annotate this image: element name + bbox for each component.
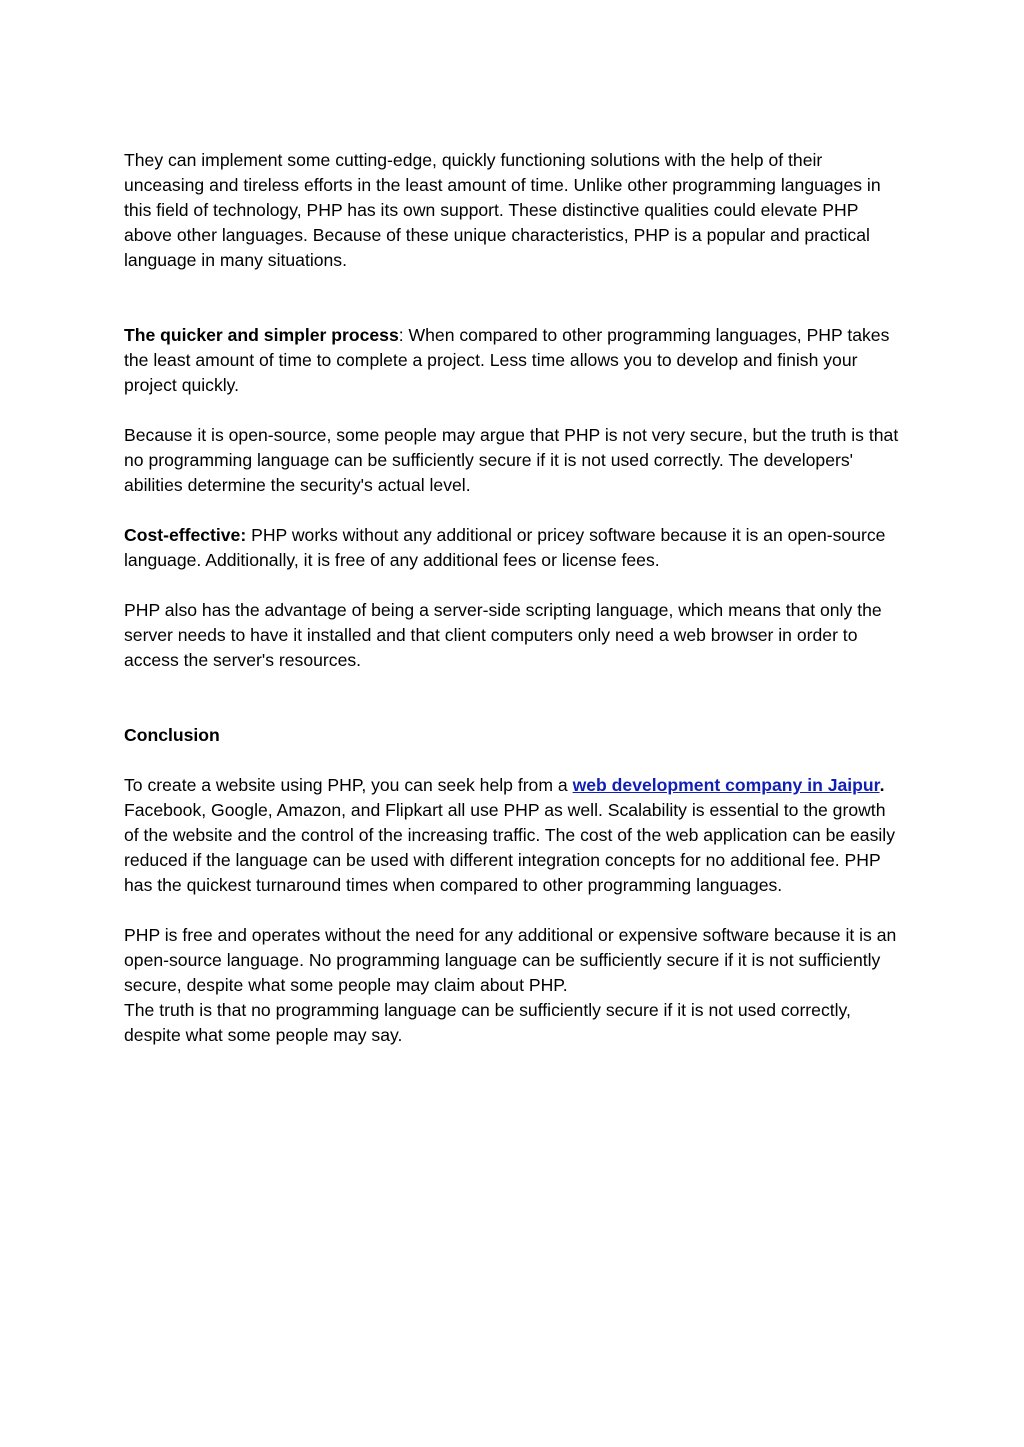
quicker-text: : When compared to other programming languages, PHP takes the least amount of time to complete a project. Less time allows you to develop and finish your project quickly.: [124, 325, 890, 395]
server-text: PHP also has the advantage of being a server-side scripting language, which means that only the server needs to have it installed and that client computers only need a web browser in order to access the server's resources.: [124, 600, 882, 670]
security-text: Because it is open-source, some people may argue that PHP is not very secure, but the truth is that no programming language can be sufficiently secure if it is not used correctly. The developers' abilities determine the security's actual level.: [124, 425, 899, 495]
conclusion-pre-text: To create a website using PHP, you can seek help from a: [124, 775, 573, 795]
security-paragraph: [124, 423, 904, 498]
free-paragraph: [124, 923, 904, 998]
intro-paragraph: [124, 148, 904, 273]
free-text: PHP is free and operates without the need for any additional or expensive software because it is an open-source language. No programming language can be sufficiently secure if it is not sufficiently secure, despite what some people may claim about PHP.: [124, 925, 897, 995]
conclusion-heading: Conclusion: [124, 725, 220, 745]
intro-text: They can implement some cutting-edge, quickly functioning solutions with the help of their unceasing and tireless efforts in the least amount of time. Unlike other programming languages in this field of technology, PHP has its own support. These distinctive qualities could elevate PHP above other languages. Because of these unique characteristics, PHP is a popular and practical language in many situations.: [124, 150, 881, 270]
web-development-link[interactable]: web development company in Jaipur: [572, 775, 880, 795]
spacer: [124, 573, 904, 598]
conclusion-post-text: Facebook, Google, Amazon, and Flipkart all use PHP as well. Scalability is essential to the growth of the website and the control of the increasing traffic. The cost of the web application can be easily reduced if the language can be used with different integration concepts for no additional fee. PHP has the quickest turnaround times when compared to other programming languages.: [124, 800, 896, 895]
spacer: [124, 673, 904, 723]
cost-paragraph: [124, 523, 904, 573]
spacer: [124, 898, 904, 923]
spacer: [124, 398, 904, 423]
cost-label: Cost-effective:: [124, 525, 247, 545]
quicker-paragraph: [124, 323, 904, 398]
spacer: [124, 748, 904, 773]
cost-text: PHP works without any additional or pricey software because it is an open-source language. Additionally, it is free of any additional fees or license fees.: [124, 525, 886, 570]
spacer: [124, 498, 904, 523]
server-paragraph: [124, 598, 904, 673]
document-page: [124, 148, 904, 1048]
truth-paragraph: [124, 998, 904, 1048]
spacer: [124, 273, 904, 323]
quicker-label: The quicker and simpler process: [124, 325, 399, 345]
conclusion-paragraph: [124, 773, 904, 898]
truth-text: The truth is that no programming language can be sufficiently secure if it is not used correctly, despite what some people may say.: [124, 1000, 851, 1045]
conclusion-period: .: [879, 775, 885, 795]
